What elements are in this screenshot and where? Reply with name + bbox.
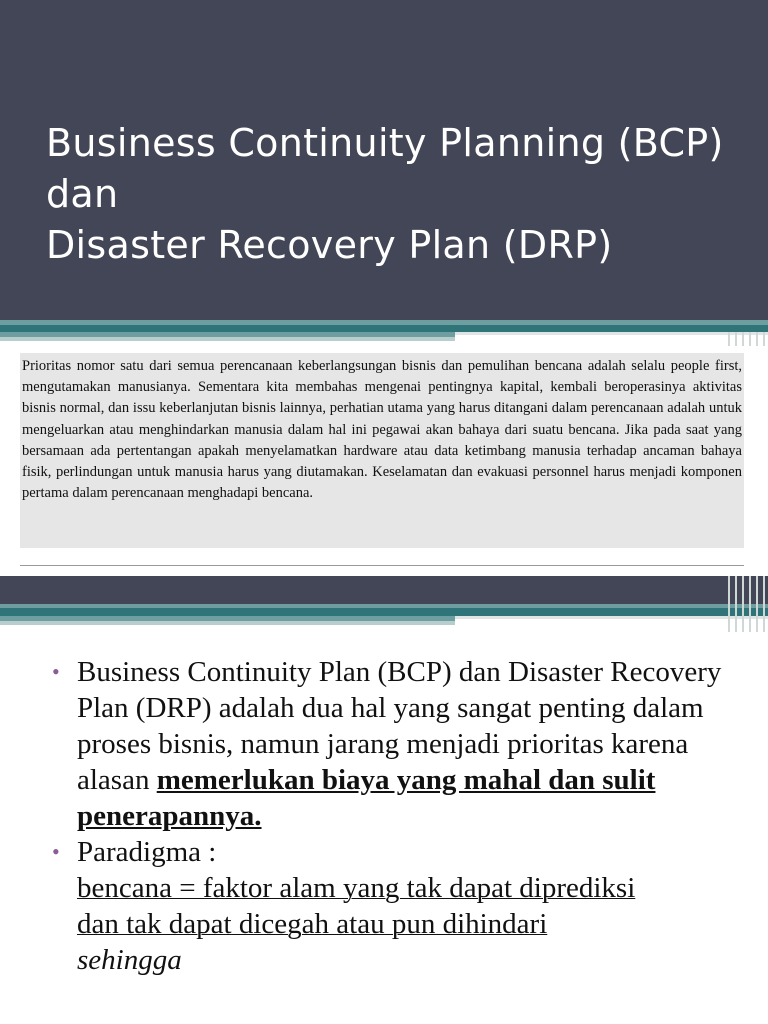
title-line-3: Disaster Recovery Plan (DRP) [46, 223, 613, 267]
slide1-header [0, 0, 768, 312]
slide2-content [52, 654, 742, 978]
slide-title [46, 118, 746, 271]
bullet-2-heading: Paradigma : [77, 836, 217, 868]
bullet-item-1 [52, 654, 742, 834]
bullet-dot-icon: • [52, 839, 60, 864]
excerpt-paragraph: Prioritas nomor satu dari semua perencanaan keberlangsungan bisnis dan pemulihan bencana adalah selalu people first, mengutamakan manusianya. Sementara kita membahas mengenai pentingnya kapital, kembali beroperasinya aktivitas bisnis normal, dan issu keberlanjutan bisnis lainnya, perhatian utama yang harus ditangani dalam perencanaan adalah untuk mengeluarkan atau menghindarkan manusia dalam hal ini pegawai akan bahaya dari suatu bencana. Jika pada saat yang bersamaan ada pertentangan apakah menyelamatkan hardware atau data ketimbang manusia terhadap ancaman bahaya fisik, perlindungan untuk manusia harus yang diutamakan. Keselamatan dan evakuasi personnel harus menjadi komponen pertama dalam perencanaan menghadapi bencana. [22, 358, 742, 502]
title-line-2: dan [46, 172, 119, 216]
bullet-item-2 [52, 834, 742, 978]
paradigm-line-2: dan tak dapat dicegah atau pun dihindari [77, 908, 548, 940]
slide2-header-band [0, 576, 768, 632]
bullet-dot-icon: • [52, 659, 60, 684]
bullet-1-text: Business Continuity Plan (BCP) dan Disaster Recovery Plan (DRP) adalah dua hal yang sangat penting dalam proses bisnis, namun jarang menjadi prioritas karena alasan [77, 656, 722, 796]
excerpt-divider [20, 565, 744, 566]
excerpt-box [20, 353, 744, 548]
decorative-stripes-top [0, 312, 768, 346]
title-line-1: Business Continuity Planning (BCP) [46, 121, 724, 165]
paradigm-continuation: sehingga [77, 944, 182, 976]
bullet-1-emphasis: memerlukan biaya yang mahal dan sulit penerapannya. [77, 764, 656, 832]
paradigm-line-1: bencana = faktor alam yang tak dapat diprediksi [77, 872, 636, 904]
